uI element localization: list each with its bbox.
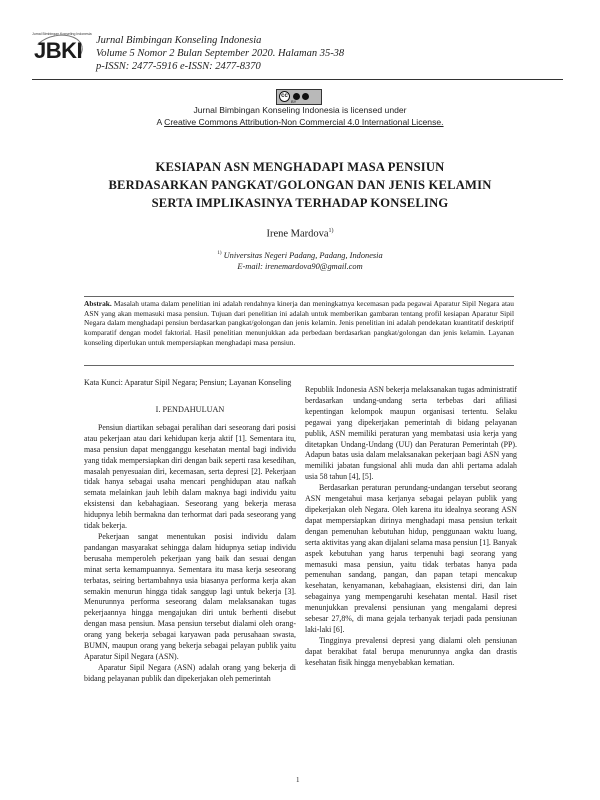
license-prefix: A [156, 117, 165, 127]
body-paragraph: Tingginya prevalensi depresi yang dialami oleh pensiunan dapat berakibat fatal berupa menurunnya angka dan drastis kesehatan fisik hingga menyebabkan kematian. [305, 635, 517, 667]
affiliation-superscript: 1) [217, 251, 222, 257]
affiliation-text: Universitas Negeri Padang, Padang, Indonesia [221, 251, 383, 260]
body-column-left [84, 400, 296, 685]
paper-title-line-3: SERTA IMPLIKASINYA TERHADAP KONSELING [151, 196, 449, 210]
logo-caption: Jurnal Bimbingan Konseling Indonesia [32, 32, 92, 36]
section-heading: I. PENDAHULUAN [155, 405, 225, 414]
abstract-bottom-rule [84, 365, 514, 366]
author-superscript: 1) [328, 228, 334, 234]
license-link[interactable]: Creative Commons Attribution-Non Commercial 4.0 International License. [164, 117, 444, 127]
journal-name: Jurnal Bimbingan Konseling Indonesia [96, 35, 262, 46]
body-column-right [305, 385, 517, 669]
body-paragraph: Republik Indonesia ASN bekerja melaksanakan tugas administratif berdasarkan undang-undang serta terbebas dari afiliasi kepentingan kelompok maupun organisasi tertentu. Selaku pegawai yang dipekerjakan pemerintah di bidang pelayanan publik, ASN memiliki peraturan yang membatasi usia kerja yang ditetapkan Undang-Undang (UU) dan Peraturan Pemerintah (PP). Adapun batas usia dalam melaksanakan pekerjaan bagi ASN yang memiliki jabatan fungsional ahli muda dan ahli pertama adalah usia 58 tahun [4], [5]. [305, 385, 517, 482]
page-number: 1 [296, 776, 300, 784]
journal-issn: p-ISSN: 2477-5916 e-ISSN: 2477-8370 [96, 61, 261, 72]
abstract-text: Masalah utama dalam penelitian ini adalah rendahnya kinerja dan meningkatnya kecemasan pada pegawai Aparatur Sipil Negara atau ASN yang akan memasuki masa pensiun. Tujuan dari penelitian ini adalah untuk memberikan gambaran tentang profil kesiapan Aparatur Sipil Negara dalam menghadapi pensiun berdasarkan pangkat/golongan dan jenis kelamin. Jenis penelitian ini adalah pendekatan kuantitatif deskriptif komparatif dengan model faktorial. Hasil penelitian menunjukkan ada perbedaan berdasarkan pangkat/golongan dan jenis kelamin. Layanan konseling diperlukan untuk mempersiapkan menghadapi masa pensiun. [84, 299, 514, 347]
license-line-1: Jurnal Bimbingan Konseling Indonesia is licensed under [193, 105, 407, 115]
license-icons [293, 91, 319, 102]
affiliation [160, 251, 440, 260]
author-name [200, 228, 400, 240]
paper-title-line-2: BERDASARKAN PANGKAT/GOLONGAN DAN JENIS KELAMIN [108, 178, 492, 192]
license-line-2 [40, 117, 560, 127]
abstract [84, 299, 514, 348]
body-paragraph: Aparatur Sipil Negara (ASN) adalah orang yang bekerja di bidang pelayanan publik dan dipekerjakan oleh pemerintah [84, 662, 296, 683]
abstract-top-rule [84, 296, 514, 297]
author-email: E-mail: irenemardova90@gmail.com [237, 262, 363, 271]
journal-info [96, 34, 344, 73]
header-divider [32, 79, 563, 80]
cc-icon: cc [279, 91, 290, 102]
journal-volume: Volume 5 Nomor 2 Bulan September 2020. Halaman 35-38 [96, 48, 345, 59]
cc-license-badge[interactable] [276, 89, 322, 105]
logo-text: JBKI [34, 38, 83, 63]
body-paragraph: Pekerjaan sangat menentukan posisi individu dalam pandangan masyarakat sehingga dalam hidupnya setiap individu berusaha memperoleh pekerjaan yang baik dan sesuai dengan minat serta kemampuannya. Sementara itu masa kerja seseorang terbatas, seiring bertambahnya usia biasanya performa kerja akan semakin menurun hingga tidak sanggup lagi untuk bekerja [3]. Menurunnya performa seseorang dalam melaksanakan tugas pekerjaannya hingga mengajukan diri untuk berhenti disebut dengan masa pensiun. Masa pensiun tersebut dialami oleh orang-orang yang bekerja sebagai karyawan pada perusahaan swasta, BUMN, maupun orang yang bekerja sebagai pelayan publik yaitu Aparatur Sipil Negara (ASN). [84, 531, 296, 661]
author-text: Irene Mardova [266, 228, 329, 240]
keywords: Kata Kunci: Aparatur Sipil Negara; Pensiun; Layanan Konseling [84, 378, 292, 387]
noncommercial-icon [302, 93, 309, 100]
journal-logo [32, 32, 92, 74]
body-paragraph: Pensiun diartikan sebagai peralihan dari seseorang dari posisi atau pekerjaan atau dari kehidupan kerja aktif [1]. Sementara itu, masa pensiun dapat mengganggu kesehatan mental bagi individu yang tidak mempersiapkan diri dengan baik seperti rasa kesedihan, masalah penyesuaian diri, kecemasan, serta depresi [2]. Pekerjaan tidak hanya sebagai usaha mencari penghidupan atau nafkah semata melainkan jauh lebih dalam maknya bagi individu yaitu eksistensi dan kebahagiaan. Seseorang yang bekerja merasa hidupnya lebih bermakna dan terhormat dari pada seseorang yang tidak bekerja. [84, 422, 296, 531]
abstract-label: Abstrak. [84, 299, 112, 308]
body-paragraph: Berdasarkan peraturan perundang-undangan tersebut seorang ASN mengetahui masa kerjanya sebagai pelayan publik yang dipekerjakan oleh Negara. Oleh karena itu idealnya seorang ASN dapat mempersiapkan dirinya menghadapi masa pensiun terkait dengan pemenuhan kebutuhan hidup, penggunaan waktu luang, serta aktivitas yang akan dijalani selama masa pensiun [1]. Banyak aspek kebutuhan yang harus terpenuhi bagi seorang yang memasuki masa pensiun, yaitu tidak terbatas hanya pada pemenuhan sandang, pangan, dan papan tetapi mencakup kesehatan, kenyamanan, kebahagiaan, eksistensi diri, dan lain sebagainya yang mempengaruhi kesehatan mental. Hasil riset menunjukkan prevalensi pensiunan yang mengalami depresi sebesar 27,8%, di mana gejala terbanyak terjadi pada pensiunan laki-laki [6]. [305, 483, 517, 634]
paper-title-line-1: KESIAPAN ASN MENGHADAPI MASA PENSIUN [155, 160, 445, 174]
cc-badge-text: BY [291, 99, 297, 104]
